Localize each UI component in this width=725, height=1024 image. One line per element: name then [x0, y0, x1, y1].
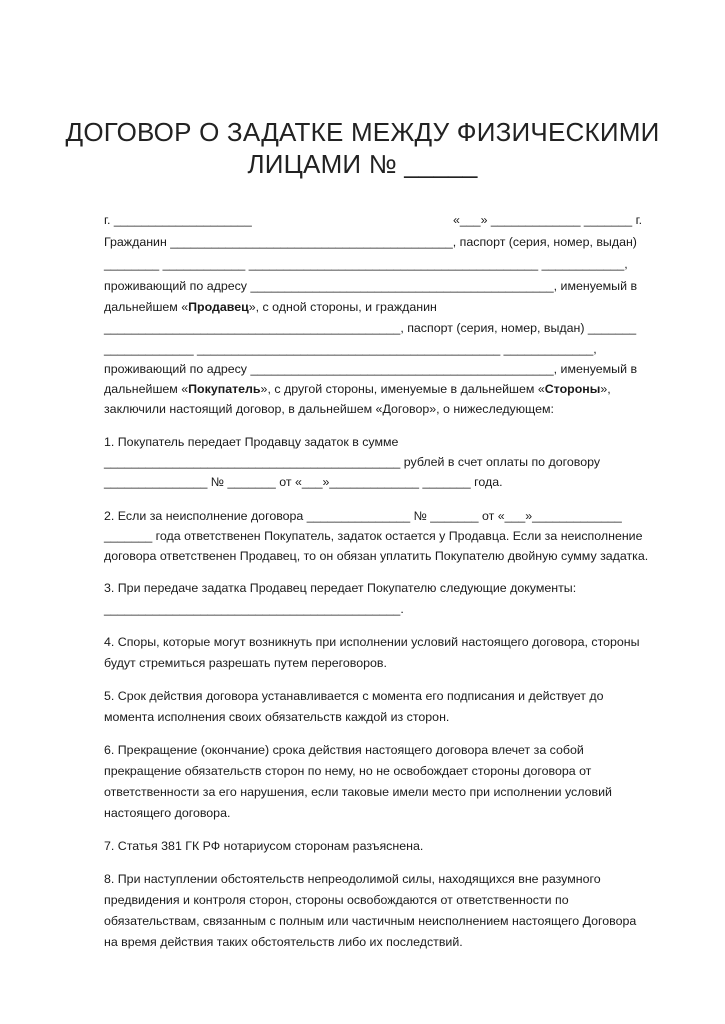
clause-1-line-2: ___________________________________________ рублей в счет оплаты по договору: [104, 455, 601, 469]
clause-8-line-4: на время действия таких обстоятельств либо их последствий.: [104, 935, 463, 949]
clause-2-line-1: 2. Если за неисполнение договора _______________ № _______ от «___»_____________: [104, 509, 622, 523]
clause-4-line-1: 4. Споры, которые могут возникнуть при исполнении условий настоящего договора, стороны: [104, 635, 640, 649]
buyer-term: Покупатель: [188, 382, 261, 396]
parties-line-8: [104, 381, 611, 397]
clause-2-line-3: договора ответственен Продавец, то он обязан уплатить Покупателю двойную сумму задатка.: [104, 549, 649, 563]
parties-line-2: ________ ____________ __________________________________________ ____________,: [104, 257, 628, 271]
clause-1-line-1: 1. Покупатель передает Продавцу задаток в сумме: [104, 435, 399, 449]
date-line: «___» _____________ _______ г.: [453, 213, 643, 227]
clause-3-line-2: ___________________________________________.: [104, 602, 404, 616]
parties-line-4-pre: дальнейшем «: [104, 300, 189, 314]
parties-line-4-post: », с одной стороны, и гражданин: [248, 300, 437, 314]
clause-5-line-1: 5. Срок действия договора устанавливается с момента его подписания и действует до: [104, 689, 604, 703]
clause-6-line-4: настоящего договора.: [104, 806, 231, 820]
seller-term: Продавец: [188, 300, 249, 314]
parties-line-3: проживающий по адресу ____________________________________________, именуемый в: [104, 279, 638, 293]
parties-line-4: [104, 299, 437, 315]
parties-line-5: ___________________________________________, паспорт (серия, номер, выдан) _______: [104, 321, 637, 335]
clause-1-line-3: _______________ № _______ от «___»_____________ _______ года.: [104, 475, 503, 489]
clause-2-line-2: _______ года ответственен Покупатель, задаток остается у Продавца. Если за неисполнение: [104, 529, 643, 543]
parties-line-9: заключили настоящий договор, в дальнейшем «Договор», о нижеследующем:: [104, 402, 554, 416]
sides-term: Стороны: [544, 382, 601, 396]
parties-line-7: проживающий по адресу ____________________________________________, именуемый в: [104, 362, 638, 376]
clause-8-line-1: 8. При наступлении обстоятельств непреодолимой силы, находящихся вне разумного: [104, 872, 601, 886]
clause-5-line-2: момента исполнения своих обязательств каждой из сторон.: [104, 710, 450, 724]
clause-8-line-3: обязательствам, связанным с полным или частичным неисполнением настоящего Договора: [104, 914, 637, 928]
city-line: г. ____________________: [104, 213, 252, 227]
parties-line-6: _____________ ____________________________________________ _____________,: [104, 342, 597, 356]
clause-6-line-2: прекращение обязательств сторон по нему, но не освобождает стороны договора от: [104, 764, 592, 778]
parties-line-8-post: »,: [600, 382, 611, 396]
clause-3-line-1: 3. При передаче задатка Продавец передает Покупателю следующие документы:: [104, 581, 577, 595]
clause-4-line-2: будут стремиться разрешать путем переговоров.: [104, 656, 387, 670]
title-line-1: ДОГОВОР О ЗАДАТКЕ МЕЖДУ ФИЗИЧЕСКИМИ: [65, 117, 660, 147]
parties-line-1: Гражданин _________________________________________, паспорт (серия, номер, выдан): [104, 235, 637, 249]
title-line-2: ЛИЦАМИ № _____: [247, 149, 478, 179]
clause-6-line-3: ответственности за его нарушения, если таковые имели место при исполнении условий: [104, 785, 612, 799]
clause-7-line-1: 7. Статья 381 ГК РФ нотариусом сторонам разъяснена.: [104, 839, 424, 853]
clause-6-line-1: 6. Прекращение (окончание) срока действия настоящего договора влечет за собой: [104, 743, 584, 757]
document-title: [60, 116, 665, 180]
parties-line-8-mid: », с другой стороны, именуемые в дальнейшем «: [260, 382, 545, 396]
parties-line-8-pre: дальнейшем «: [104, 382, 189, 396]
clause-8-line-2: предвидения и контроля сторон, стороны освобождаются от ответственности по: [104, 893, 569, 907]
